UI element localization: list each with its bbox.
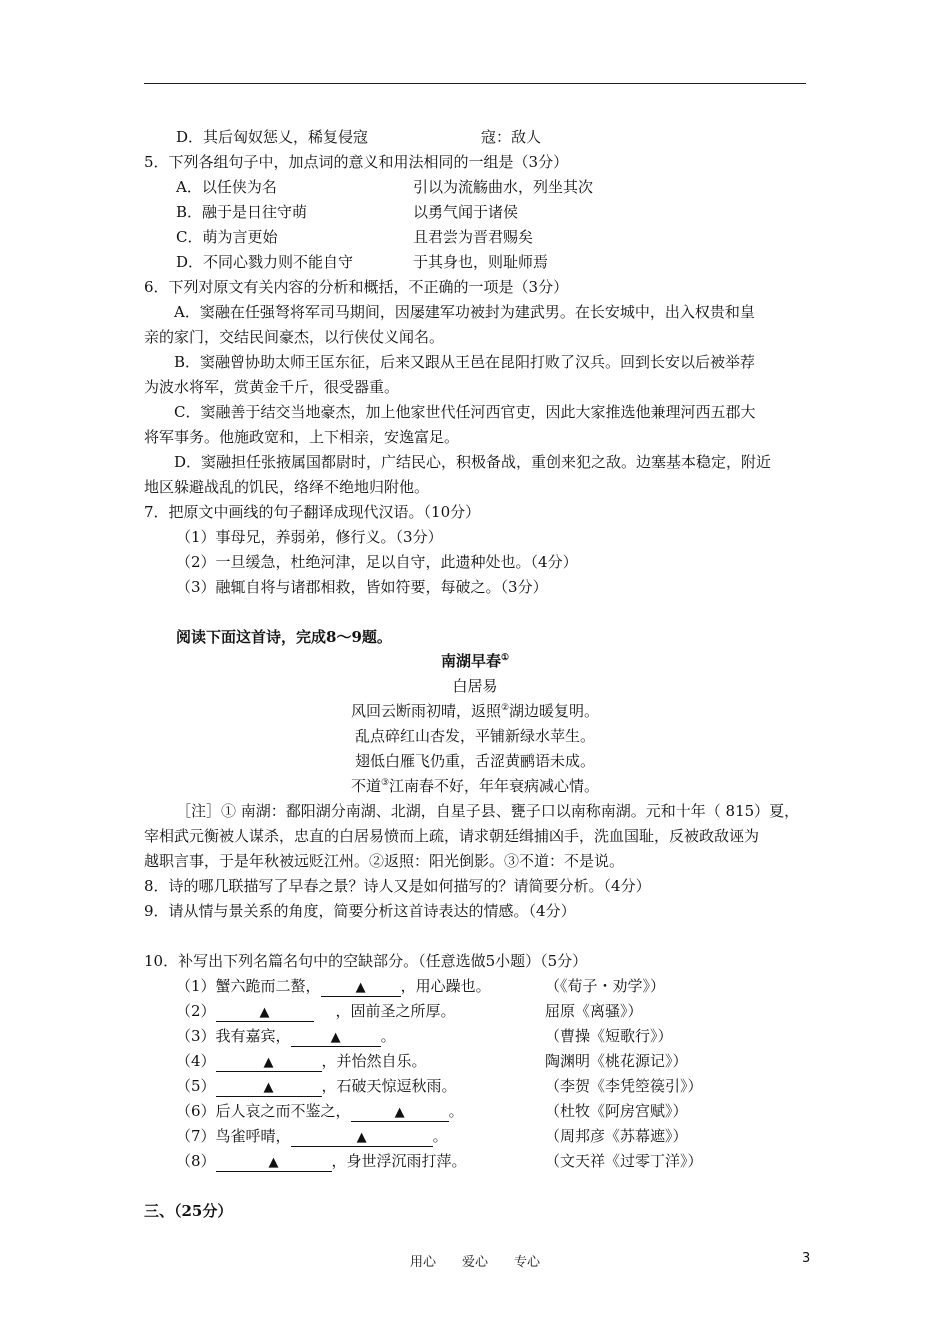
q10-item: （3）我有嘉宾， ▲ 。 — [176, 1027, 396, 1045]
q10-item: （4） ▲ ，并怡然自乐。 — [176, 1052, 427, 1070]
q4-option-d-gloss: 寇：敌人 — [481, 128, 542, 146]
q6-line: 地区躲避战乱的饥民，络绎不绝地归附他。 — [144, 478, 430, 496]
q5-option-b: B．融于是日往守萌 — [176, 203, 308, 221]
q10-source: 陶渊明《桃花源记》） — [545, 1052, 688, 1070]
fill-blank: ▲ — [291, 1030, 381, 1047]
fill-blank: ▲ — [291, 1130, 433, 1147]
q10-item: （5） ▲ ，石破天惊逗秋雨。 — [176, 1077, 457, 1095]
footer-motto: 用心 爱心 专心 — [409, 1255, 540, 1270]
header-rule — [144, 83, 806, 84]
q5-option-c-right: 且君尝为晋君赐矣 — [413, 228, 534, 246]
q6-line: 为波水将军，赏黄金千斤，很受器重。 — [144, 378, 400, 396]
q10-source: （李贺《李凭箜篌引》） — [545, 1077, 703, 1095]
q7-item: （3）融辄自将与诸郡相救，皆如符要，每破之。（3分） — [176, 578, 548, 596]
poem-note: ［注］① 南湖：鄱阳湖分南湖、北湖，自星子县、甕子口以南称南湖。元和十年（ 815）夏， — [176, 802, 800, 820]
poem-line: 乱点碎红山杏发，平铺新绿水苹生。 — [354, 727, 595, 745]
q10-item: （2） ▲ ，固前圣之所厚。 — [176, 1002, 456, 1020]
q5-option-b-right: 以勇气闻于诸侯 — [413, 203, 519, 221]
q5-option-d-right: 于其身也，则耻师焉 — [413, 253, 549, 271]
q7-item: （1）事母兄，养弱弟，修行义。（3分） — [176, 528, 443, 546]
poem-intro: 阅读下面这首诗，完成8～9题。 — [176, 628, 392, 646]
fill-blank: ▲ — [216, 1080, 322, 1097]
q10-source: （周邦彦《苏幕遮》） — [545, 1127, 688, 1145]
q10-source: （《荀子・劝学》） — [545, 977, 666, 995]
q6-line: D．窦融担任张掖属国都尉时，广结民心，积极备战，重创来犯之敌。边塞基本稳定，附近 — [174, 453, 772, 471]
poem-author: 白居易 — [452, 677, 498, 695]
q10-item: （1）蟹六跪而二螯， ▲ ，用心躁也。 — [176, 977, 491, 995]
q7-stem: 7．把原文中画线的句子翻译成现代汉语。（10分） — [144, 503, 481, 521]
q10-source: 屈原《离骚》） — [545, 1002, 643, 1020]
poem-title: 南湖早春① — [440, 652, 510, 670]
fill-blank: ▲ — [216, 1055, 322, 1072]
poem-line: 不道③江南春不好，年年衰病减心情。 — [350, 777, 600, 795]
section-three-heading: 三、（25分） — [144, 1202, 233, 1220]
fill-blank: ▲ — [351, 1105, 449, 1122]
q5-option-d: D．不同心戮力则不能自守 — [176, 253, 354, 271]
q6-line: 亲的家门，交结民间豪杰，以行侠仗义闻名。 — [144, 328, 445, 346]
q10-item: （8） ▲ ，身世浮沉雨打萍。 — [176, 1152, 467, 1170]
q6-line: 将军事务。他施政宽和，上下相亲，安逸富足。 — [144, 428, 460, 446]
fill-blank: ▲ — [216, 1155, 332, 1172]
poem-line: 翅低白雁飞仍重，舌涩黄鹂语未成。 — [354, 752, 595, 770]
poem-note: 越职言事，于是年秋被远贬江州。②返照：阳光倒影。③不道：不是说。 — [144, 852, 625, 870]
q5-option-c: C．萌为言更始 — [176, 228, 278, 246]
q6-line: C．窦融善于结交当地豪杰，加上他家世代任河西官吏，因此大家推选他兼理河西五郡大 — [174, 403, 756, 421]
q10-item: （6）后人哀之而不鉴之， ▲ 。 — [176, 1102, 464, 1120]
q6-line: B．窦融曾协助太师王匡东征，后来又跟从王邑在昆阳打败了汉兵。回到长安以后被举荐 — [174, 353, 756, 371]
q7-item: （2）一旦缓急，杜绝河津，足以自守，此遗种处也。（4分） — [176, 553, 578, 571]
q6-line: A．窦融在任强弩将军司马期间，因屡建军功被封为建武男。在长安城中，出入权贵和皇 — [174, 303, 755, 321]
page-number: 3 — [802, 1251, 811, 1266]
q10-source: （文天祥《过零丁洋》） — [545, 1152, 703, 1170]
q5-stem: 5．下列各组句子中，加点词的意义和用法相同的一组是（3分） — [144, 153, 569, 171]
q10-source: （杜牧《阿房宫赋》） — [545, 1102, 688, 1120]
q5-option-a-right: 引以为流觞曲水，列坐其次 — [413, 178, 594, 196]
poem-line: 风回云断雨初晴，返照②湖边暖复明。 — [350, 702, 600, 720]
q4-option-d: D．其后匈奴惩乂，稀复侵寇 — [176, 128, 369, 146]
q10-source: （曹操《短歌行》） — [545, 1027, 673, 1045]
poem-note: 宰相武元衡被人谋杀，忠直的白居易愤而上疏，请求朝廷缉捕凶手，洗血国耻，反被政敌诬为 — [144, 827, 760, 845]
q5-option-a: A．以任侠为名 — [176, 178, 277, 196]
q6-stem: 6．下列对原文有关内容的分析和概括，不正确的一项是（3分） — [144, 278, 569, 296]
q8-stem: 8．诗的哪几联描写了早春之景？诗人又是如何描写的？请简要分析。（4分） — [144, 877, 651, 895]
q10-item: （7）鸟雀呼晴， ▲ 。 — [176, 1127, 448, 1145]
fill-blank: ▲ — [216, 1005, 314, 1022]
q9-stem: 9．请从情与景关系的角度，简要分析这首诗表达的情感。（4分） — [144, 902, 576, 920]
fill-blank: ▲ — [321, 980, 401, 997]
q10-stem: 10．补写出下列名篇名句中的空缺部分。（任意选做5小题）（5分） — [144, 952, 588, 970]
